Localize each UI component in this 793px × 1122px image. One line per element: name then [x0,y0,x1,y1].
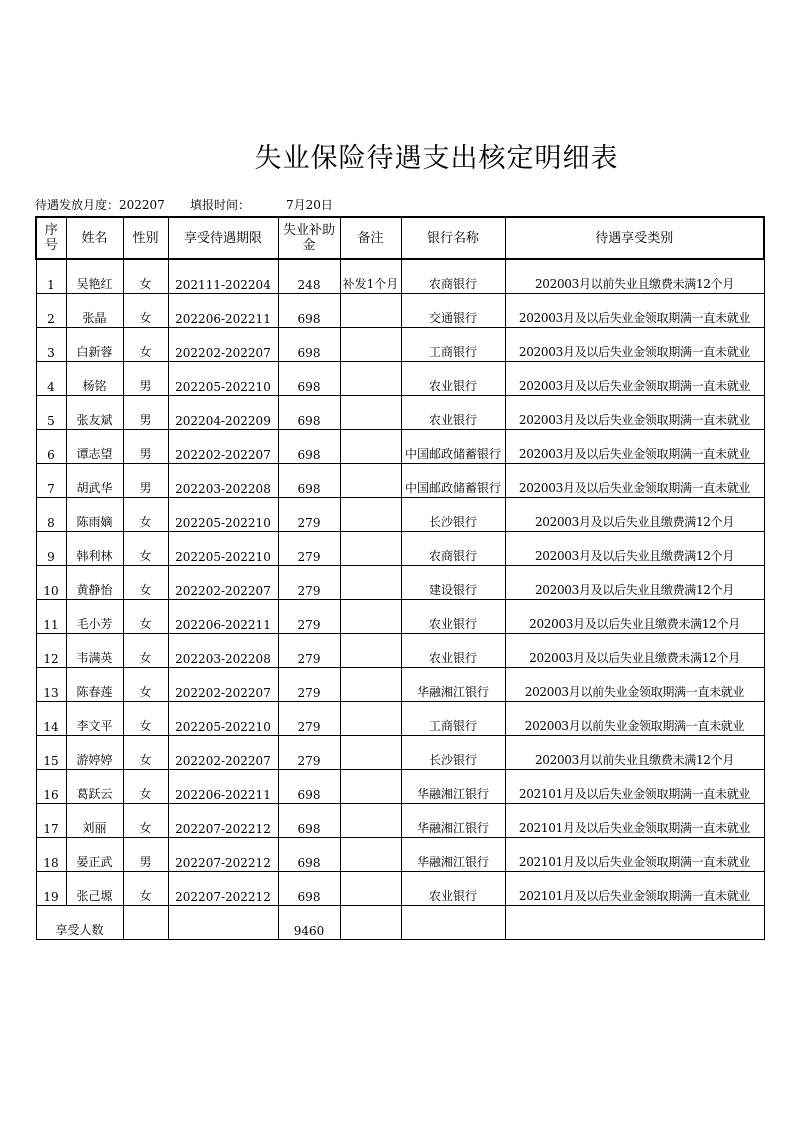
table-row [36,667,764,701]
total-cell-empty [123,905,168,939]
cell-gender: 女 [123,769,168,803]
table-row [36,259,764,293]
cell-gender: 女 [123,531,168,565]
cell-period: 202203-202208 [168,463,278,497]
fill-value: 7月20日 [286,198,333,212]
cell-name: 晏正武 [66,837,123,871]
cell-gender: 女 [123,293,168,327]
cell-category: 202003月及以后失业且缴费未满12个月 [505,633,764,667]
cell-gender: 女 [123,497,168,531]
cell-remark [340,429,401,463]
cell-bank: 工商银行 [401,701,505,735]
cell-seq: 14 [36,701,66,735]
cell-category: 202003月及以后失业金领取期满一直未就业 [505,361,764,395]
cell-seq: 10 [36,565,66,599]
cell-remark [340,871,401,905]
cell-name: 谭志望 [66,429,123,463]
cell-seq: 11 [36,599,66,633]
cell-bank: 农商银行 [401,531,505,565]
cell-category: 202003月及以后失业且缴费未满12个月 [505,599,764,633]
cell-remark [340,769,401,803]
table-row [36,837,764,871]
cell-period: 202205-202210 [168,497,278,531]
cell-seq: 1 [36,259,66,293]
cell-remark [340,837,401,871]
cell-name: 陈春莲 [66,667,123,701]
cell-category: 202101月及以后失业金领取期满一直未就业 [505,803,764,837]
cell-amount: 698 [278,361,340,395]
cell-amount: 279 [278,633,340,667]
header-bank: 银行名称 [401,217,505,259]
header-period: 享受待遇期限 [168,217,278,259]
cell-seq: 2 [36,293,66,327]
cell-seq: 18 [36,837,66,871]
cell-bank: 华融湘江银行 [401,769,505,803]
cell-remark [340,293,401,327]
cell-bank: 工商银行 [401,327,505,361]
cell-name: 陈雨嫡 [66,497,123,531]
cell-period: 202207-202212 [168,837,278,871]
cell-amount: 279 [278,599,340,633]
total-cell-empty [401,905,505,939]
cell-category: 202003月及以后失业金领取期满一直未就业 [505,395,764,429]
cell-amount: 698 [278,803,340,837]
cell-seq: 16 [36,769,66,803]
cell-bank: 建设银行 [401,565,505,599]
cell-name: 吴艳红 [66,259,123,293]
cell-gender: 女 [123,327,168,361]
page-title: 失业保险待遇支出核定明细表 [254,143,619,174]
table-row [36,701,764,735]
cell-category: 202003月及以后失业金领取期满一直未就业 [505,463,764,497]
table-row [36,599,764,633]
cell-gender: 女 [123,701,168,735]
cell-name: 刘丽 [66,803,123,837]
cell-bank: 农业银行 [401,599,505,633]
header-seq: 序号 [36,217,66,259]
cell-gender: 女 [123,633,168,667]
cell-name: 张己塬 [66,871,123,905]
cell-seq: 4 [36,361,66,395]
cell-amount: 698 [278,871,340,905]
cell-name: 游婷婷 [66,735,123,769]
cell-gender: 女 [123,259,168,293]
cell-category: 202101月及以后失业金领取期满一直未就业 [505,837,764,871]
cell-period: 202206-202211 [168,293,278,327]
total-row [36,905,764,939]
table-row [36,327,764,361]
cell-seq: 9 [36,531,66,565]
cell-remark [340,327,401,361]
cell-gender: 男 [123,361,168,395]
cell-period: 202204-202209 [168,395,278,429]
cell-bank: 中国邮政储蓄银行 [401,463,505,497]
cell-period: 202202-202207 [168,667,278,701]
cell-category: 202003月及以后失业且缴费满12个月 [505,565,764,599]
cell-amount: 698 [278,293,340,327]
cell-bank: 华融湘江银行 [401,667,505,701]
cell-category: 202003月以前失业金领取期满一直未就业 [505,701,764,735]
table-row [36,293,764,327]
cell-name: 张晶 [66,293,123,327]
cell-seq: 17 [36,803,66,837]
cell-category: 202003月以前失业且缴费未满12个月 [505,259,764,293]
cell-seq: 6 [36,429,66,463]
cell-amount: 279 [278,497,340,531]
table-row [36,395,764,429]
cell-gender: 男 [123,463,168,497]
cell-bank: 华融湘江银行 [401,803,505,837]
cell-period: 202205-202210 [168,361,278,395]
cell-seq: 3 [36,327,66,361]
cell-amount: 279 [278,667,340,701]
fill-label: 填报时间： [190,198,251,212]
cell-remark [340,395,401,429]
header-name: 姓名 [66,217,123,259]
cell-name: 葛跃云 [66,769,123,803]
cell-gender: 女 [123,803,168,837]
table-row [36,497,764,531]
cell-bank: 农业银行 [401,871,505,905]
cell-seq: 7 [36,463,66,497]
cell-remark [340,531,401,565]
cell-period: 202205-202210 [168,701,278,735]
cell-category: 202003月及以后失业且缴费满12个月 [505,531,764,565]
cell-period: 202207-202212 [168,803,278,837]
cell-name: 胡武华 [66,463,123,497]
cell-remark [340,463,401,497]
cell-amount: 698 [278,769,340,803]
header-gender: 性别 [123,217,168,259]
cell-gender: 女 [123,871,168,905]
table-row [36,429,764,463]
cell-seq: 8 [36,497,66,531]
header-amount: 失业补助金 [278,217,340,259]
cell-gender: 男 [123,395,168,429]
table-row [36,565,764,599]
period-label: 待遇发放月度：202207 [35,198,165,212]
cell-bank: 农商银行 [401,259,505,293]
cell-gender: 男 [123,429,168,463]
cell-amount: 279 [278,701,340,735]
cell-amount: 698 [278,837,340,871]
cell-bank: 长沙银行 [401,735,505,769]
cell-bank: 中国邮政储蓄银行 [401,429,505,463]
cell-amount: 698 [278,395,340,429]
cell-remark [340,599,401,633]
header-row [36,217,764,259]
cell-seq: 12 [36,633,66,667]
table-body [36,259,764,905]
cell-remark [340,803,401,837]
cell-category: 202101月及以后失业金领取期满一直未就业 [505,871,764,905]
cell-period: 202205-202210 [168,531,278,565]
cell-amount: 698 [278,327,340,361]
total-amount: 9460 [278,905,340,939]
cell-gender: 女 [123,667,168,701]
cell-period: 202111-202204 [168,259,278,293]
cell-name: 李文平 [66,701,123,735]
benefit-table [35,216,765,940]
cell-gender: 女 [123,599,168,633]
cell-name: 黄静怡 [66,565,123,599]
cell-remark [340,497,401,531]
cell-name: 韩利林 [66,531,123,565]
cell-category: 202003月及以后失业金领取期满一直未就业 [505,327,764,361]
cell-name: 白新蓉 [66,327,123,361]
cell-amount: 279 [278,735,340,769]
table-row [36,871,764,905]
cell-period: 202203-202208 [168,633,278,667]
cell-category: 202003月及以后失业金领取期满一直未就业 [505,293,764,327]
cell-amount: 698 [278,463,340,497]
header-remark: 备注 [340,217,401,259]
cell-amount: 279 [278,531,340,565]
cell-amount: 248 [278,259,340,293]
cell-name: 毛小芳 [66,599,123,633]
cell-bank: 华融湘江银行 [401,837,505,871]
cell-amount: 698 [278,429,340,463]
table-row [36,735,764,769]
cell-name: 张友斌 [66,395,123,429]
header-category: 待遇享受类别 [505,217,764,259]
cell-remark: 补发1个月 [340,259,401,293]
cell-period: 202206-202211 [168,769,278,803]
cell-bank: 交通银行 [401,293,505,327]
cell-name: 杨铭 [66,361,123,395]
cell-period: 202202-202207 [168,327,278,361]
cell-bank: 农业银行 [401,361,505,395]
table-row [36,463,764,497]
cell-remark [340,667,401,701]
cell-seq: 5 [36,395,66,429]
total-label: 享受人数 [36,905,123,939]
total-cell-empty [340,905,401,939]
total-cell-empty [505,905,764,939]
cell-period: 202202-202207 [168,565,278,599]
total-cell-empty [168,905,278,939]
cell-remark [340,701,401,735]
cell-remark [340,565,401,599]
cell-period: 202207-202212 [168,871,278,905]
table-row [36,633,764,667]
cell-category: 202003月以前失业且缴费未满12个月 [505,735,764,769]
cell-seq: 15 [36,735,66,769]
cell-category: 202101月及以后失业金领取期满一直未就业 [505,769,764,803]
cell-bank: 长沙银行 [401,497,505,531]
table-row [36,361,764,395]
table-row [36,531,764,565]
cell-gender: 男 [123,837,168,871]
cell-remark [340,361,401,395]
table-row [36,769,764,803]
cell-remark [340,633,401,667]
cell-seq: 13 [36,667,66,701]
cell-category: 202003月及以后失业金领取期满一直未就业 [505,429,764,463]
cell-category: 202003月以前失业金领取期满一直未就业 [505,667,764,701]
cell-amount: 279 [278,565,340,599]
cell-period: 202202-202207 [168,429,278,463]
cell-name: 韦满英 [66,633,123,667]
table-row [36,803,764,837]
cell-gender: 女 [123,565,168,599]
cell-bank: 农业银行 [401,395,505,429]
cell-gender: 女 [123,735,168,769]
cell-seq: 19 [36,871,66,905]
cell-bank: 农业银行 [401,633,505,667]
cell-category: 202003月及以后失业且缴费满12个月 [505,497,764,531]
cell-period: 202206-202211 [168,599,278,633]
cell-remark [340,735,401,769]
cell-period: 202202-202207 [168,735,278,769]
